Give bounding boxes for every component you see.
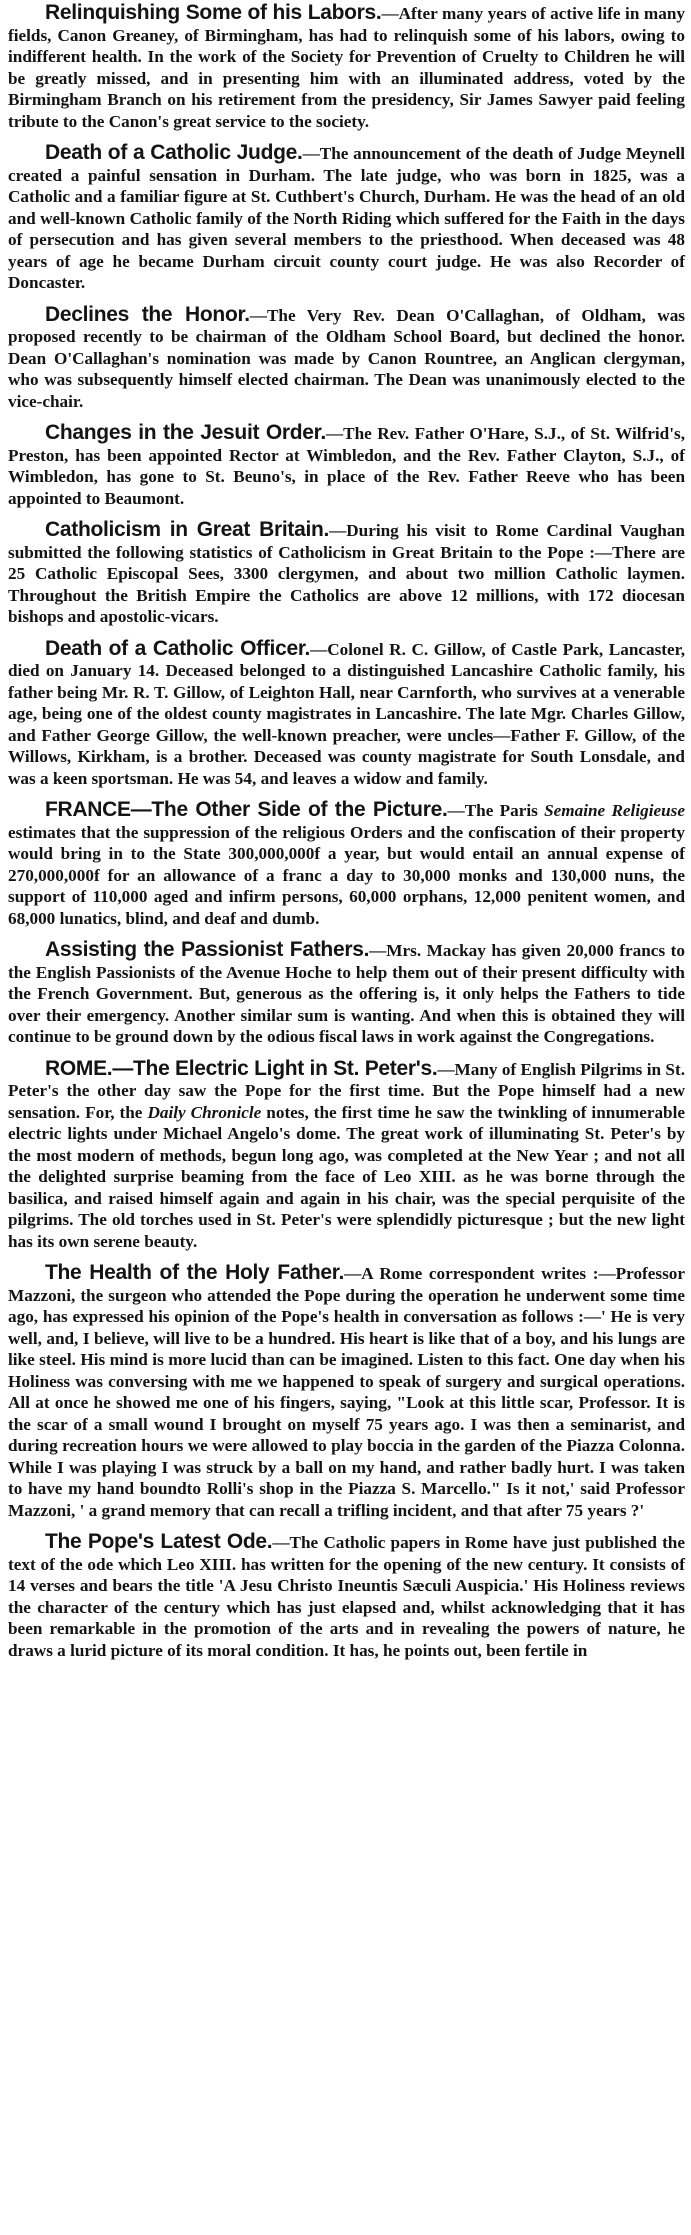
article-body: —The Rev. Father O'Hare, S.J., of St. Wilfrid's, Preston, has been appointed Rector at Wimbledon, and the Rev. Father Clayton, S.J., of Wimbledon, has gone to St. Beuno's, in place of the Rev. Father Reeve who has been appointed to Beaumont. <box>8 424 686 508</box>
article-relinquishing <box>8 2 685 132</box>
article-heading: ROME.—The Electric Light in St. Peter's. <box>45 1056 438 1080</box>
article-declines-honor <box>8 304 685 413</box>
article-body: notes, the first time he saw the twinkling of innumerable electric lights under Michael Angelo's dome. The great work of illuminating St. Peter's by the most modern of methods, begun long ago, was completed at the New Year ; and not all the delighted surprise beaming from the face of Leo XIII. as he was borne through the basilica, and raised himself again and again in his chair, was the special perquisite of the pilgrims. The old torches used in St. Peter's were splendidly picturesque ; but the new light has its own serene beauty. <box>8 1102 686 1251</box>
article-heading: Death of a Catholic Officer. <box>45 636 311 660</box>
article-body: —Colonel R. C. Gillow, of Castle Park, Lancaster, died on January 14. Deceased belonged to a distinguished Lancashire Catholic family, his father being Mr. R. T. Gillow, of Leighton Hall, near Carnforth, who survives at a venerable age, being one of the oldest county magistrates in Lancashire. The late Mgr. Charles Gillow, and Father George Gillow, the well-known preacher, were uncles—Father F. Gillow, of the Willows, Kirkham, is a brother. Deceased was county magistrate for South Lonsdale, and was a keen sportsman. He was 54, and leaves a widow and family. <box>8 639 685 788</box>
article-body: —After many years of active life in many fields, Canon Greaney, of Birmingham, has had to relinquish some of his labors, owing to indifferent health. In the work of the Society for Prevention of Cruelty to Children he will be greatly missed, and in presenting him with an illuminated address, voted by the Birmingham Branch on his retirement from the presidency, Sir James Sawyer paid feeling tribute to the Canon's great service to the society. <box>8 4 685 131</box>
publication-title: Daily Chronicle <box>147 1102 262 1122</box>
publication-title: Semaine Religieuse <box>544 801 685 820</box>
article-body: —During his visit to Rome Cardinal Vaughan submitted the following statistics of Catholicism in Great Britain to the Pope :—There are 25 Catholic Episcopal Sees, 3300 clergymen, and about two million Catholic laymen. Throughout the British Empire the Catholics are above 12 millions, with 172 diocesan bishops and apostolic-vicars. <box>8 521 685 626</box>
article-body: estimates that the suppression of the religious Orders and the confiscation of their property would bring in to the State 300,000,000f a year, but would entail an annual expense of 270,000,000f for an allowance of a franc a day to 30,000 monks and 130,000 nuns, the support of 110,000 aged and infirm persons, 60,000 orphans, 12,000 penitent women, and 68,000 lunatics, blind, and deaf and dumb. <box>8 822 685 928</box>
article-heading: The Health of the Holy Father. <box>45 1261 345 1284</box>
article-body: —The Very Rev. Dean O'Callaghan, of Oldham, was proposed recently to be chairman of the Oldham School Board, but declined the honor. Dean O'Callaghan's nomination was made by Canon Rountree, an Anglican clergyman, who was subsequently himself elected chairman. The Dean was unanimously elected to the vice-chair. <box>8 305 685 411</box>
article-catholic-judge <box>8 142 685 294</box>
article-catholic-officer <box>8 638 685 790</box>
article-heading: The Pope's Latest Ode. <box>45 1530 273 1553</box>
article-holy-father-health <box>8 1262 685 1521</box>
article-france <box>8 799 685 929</box>
article-heading: Assisting the Passionist Fathers. <box>45 938 370 961</box>
article-heading: Changes in the Jesuit Order. <box>45 421 326 444</box>
article-heading: Catholicism in Great Britain. <box>45 518 330 541</box>
article-passionist-fathers <box>8 939 685 1048</box>
article-catholicism-britain <box>8 519 685 628</box>
article-body: —A Rome correspondent writes :—Professor Mazzoni, the surgeon who attended the Pope during the operation he underwent some time ago, has expressed his opinion of the Pope's health in conversation as follows :—' He is very well, and, I believe, will live to be a hundred. His heart is like that of a boy, and his lungs are like steel. His mind is more lucid than can be imagined. Listen to this fact. One day when his Holiness was conversing with me we happened to speak of surgery and surgical operations. All at once he showed me one of his fingers, saying, "Look at this little scar, Professor. It is the scar of a small wound I brought on myself 75 years ago. I was then a seminarist, and during recreation hours we were allowed to play boccia in the garden of the Piazza Colonna. While I was playing I was struck by a ball on my hand, and rather badly hurt. I was taken to have my hand boundto Rolli's shop in the Piazza S. Marcello." Is it not,' said Professor Mazzoni, ' a grand memory that can recall a trifling incident, and that after 75 years ?' <box>8 1264 685 1520</box>
article-rome-electric-light <box>8 1058 685 1253</box>
article-body-lead: —Many of English Pilgrims in St. Peter's the other day saw the Pope for the first time. But the Pope himself had a new sensation. For, the <box>8 1059 685 1122</box>
article-body: —The announcement of the death of Judge Meynell created a painful sensation in Durham. The late judge, who was born in 1825, was a Catholic and a familiar figure at St. Cuthbert's Church, Durham. He was the head of an old and well-known Catholic family of the North Riding which suffered for the Faith in the days of persecution and has given several members to the priesthood. When deceased was 48 years of age he became Durham circuit county court judge. He was also Recorder of Doncaster. <box>8 144 685 292</box>
article-body: —The Catholic papers in Rome have just published the text of the ode which Leo XIII. has written for the opening of the new century. It consists of 14 verses and bears the title 'A Jesu Christo Ineuntis Sæculi Auspicia.' His Holiness reviews the character of the century which has just elapsed and, whilst acknowledging that it has been remarkable in the promotion of the arts and in revealing the powers of nature, he draws a lurid picture of its moral condition. It has, he points out, been fertile in <box>8 1533 685 1660</box>
article-jesuit-order <box>8 422 685 509</box>
article-body: —Mrs. Mackay has given 20,000 francs to the English Passionists of the Avenue Hoche to help them out of their present difficulty with the French Government. But, generous as the offering is, it only helps the Fathers to tide over their emergency. Another similar sum is wanting. And when this is obtained they will continue to be ground down by the odious fiscal laws in work against the Congregations. <box>8 941 685 1046</box>
article-popes-latest-ode <box>8 1531 685 1661</box>
article-heading: Relinquishing Some of his Labors. <box>45 1 382 24</box>
article-heading: Declines the Honor. <box>45 302 250 326</box>
article-body-lead: —The Paris <box>447 801 545 820</box>
article-heading: FRANCE—The Other Side of the Picture. <box>45 798 448 821</box>
article-heading: Death of a Catholic Judge. <box>45 141 303 164</box>
